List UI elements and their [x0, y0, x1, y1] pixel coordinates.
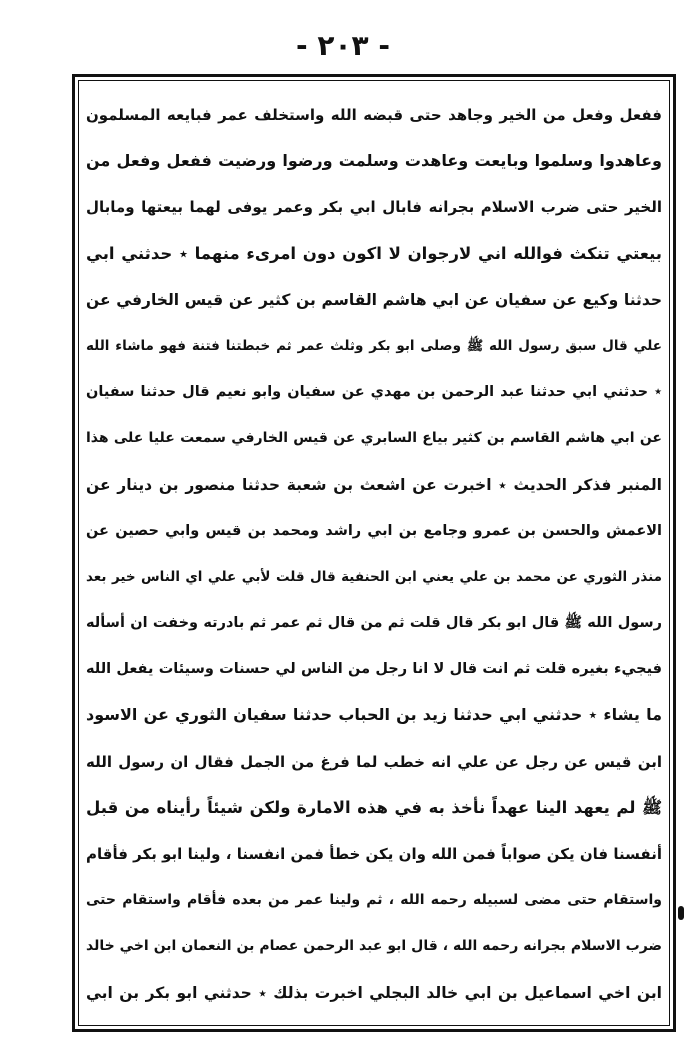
text-line: ﷺ لم يعهد الينا عهداً نأخذ به في هذه الامارة ولكن شيئاً رأيناه من قبل: [86, 797, 662, 817]
text-line: عن ابي هاشم القاسم بن كثير بياع السابري عن قيس الخارفي سمعت عليا على هذا: [86, 430, 662, 447]
body-text: [86, 92, 662, 1016]
page-number: - ٢٠٣ -: [295, 29, 391, 62]
text-line: ابن قيس عن رجل عن علي انه خطب لما فرغ من الجمل فقال ان رسول الله: [86, 752, 662, 771]
text-line: رسول الله ﷺ قال ابو بكر قال قلت ثم من قال ثم عمر ثم بادرته وخفت ان أسأله: [86, 615, 662, 632]
text-line: الخير حتى ضرب الاسلام بجرانه فابال ابي بكر وعمر يوفى لهما بيعتها ومابال: [86, 198, 662, 217]
text-line: ضرب الاسلام بجرانه رحمه الله ، قال ابو عبد الرحمن عصام بن النعمان ابن اخي خالد: [86, 938, 662, 955]
text-line: ففعل وفعل من الخير وجاهد حتى قبضه الله واستخلف عمر فبايعه المسلمون: [86, 106, 662, 124]
text-line: المنبر فذكر الحديث ٭ اخبرت عن اشعث بن شعبة حدثنا منصور بن دينار عن: [86, 475, 662, 494]
text-line: أنفسنا فان يكن صواباً فمن الله وان يكن خطأ فمن انفسنا ، ولينا ابو بكر فأقام: [86, 845, 662, 863]
text-line: حدثنا وكيع عن سفيان عن ابي هاشم القاسم بن كثير عن قيس الخارفي عن: [86, 290, 662, 309]
text-line: ٭ حدثني ابي حدثنا عبد الرحمن بن مهدي عن سفيان وابو نعيم قال حدثنا سفيان: [86, 384, 662, 401]
text-line: ابن اخي اسماعيل بن ابي خالد البجلي اخبرت بذلك ٭ حدثني ابو بكر بن ابي: [86, 983, 662, 1002]
text-line: ما يشاء ٭ حدثني ابي حدثنا زيد بن الحباب حدثنا سفيان الثوري عن الاسود: [86, 705, 662, 725]
text-line: علي قال سبق رسول الله ﷺ وصلى ابو بكر وثلث عمر ثم خبطتنا فتنة فهو ماشاء الله: [86, 337, 662, 354]
text-line: الاعمش والحسن بن عمرو وجامع بن ابي راشد ومحمد بن قيس وابي حصين عن: [86, 522, 662, 539]
text-line: منذر الثوري عن محمد بن علي يعني ابن الحنفية قال قلت لأبي علي اي الناس خير بعد: [86, 568, 662, 585]
text-line: بيعتي تنكث فوالله اني لارجوان لا اكون دون امرىء منهما ٭ حدثني ابي: [86, 243, 662, 263]
text-line: واستقام حتى مضى لسبيله رحمه الله ، ثم ولينا عمر من بعده فأقام واستقام حتى: [86, 892, 662, 909]
text-line: فيجيء بغيره قلت ثم انت قال لا انا رجل من الناس لي حسنات وسيئات يفعل الله: [86, 661, 662, 678]
text-line: وعاهدوا وسلموا وبايعت وعاهدت وسلمت ورضوا ورضيت ففعل وفعل من: [86, 151, 662, 171]
margin-ink-mark: [678, 906, 684, 920]
